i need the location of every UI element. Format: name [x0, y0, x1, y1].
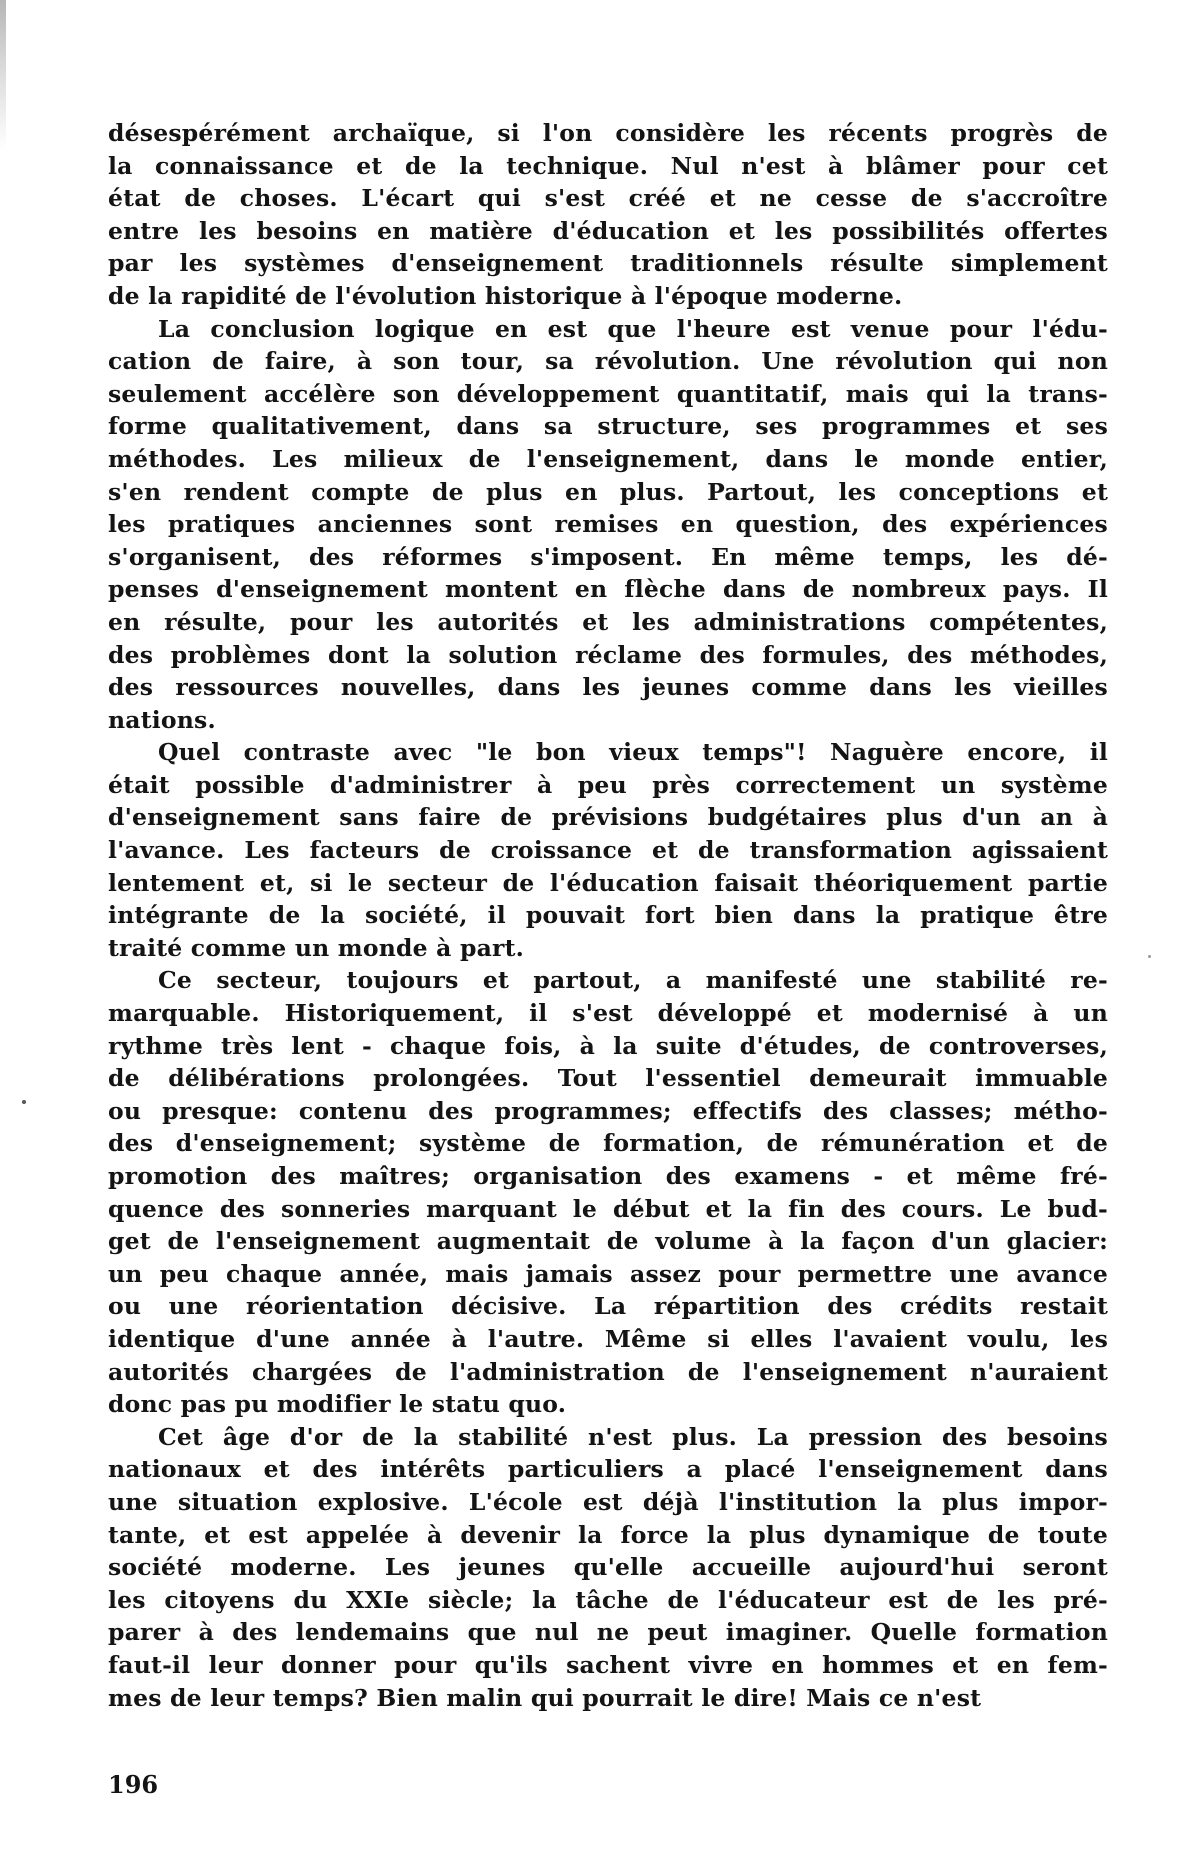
scan-speck — [22, 1100, 26, 1104]
text-line: cation de faire, à son tour, sa révolution. Une révolution qui non — [108, 347, 1108, 376]
text-line: quence des sonneries marquant le début et la fin des cours. Le bud- — [108, 1194, 1108, 1223]
text-line: la connaissance et de la technique. Nul n'est à blâmer pour cet — [108, 151, 1108, 180]
text-line: désespérément archaïque, si l'on considère les récents progrès de — [108, 119, 1108, 147]
text-line: intégrante de la société, il pouvait fort bien dans la pratique être — [108, 901, 1108, 930]
text-line: méthodes. Les milieux de l'enseignement, dans le monde entier, — [108, 444, 1108, 473]
text-line: ou presque: contenu des programmes; effectifs des classes; métho- — [108, 1096, 1108, 1125]
text-line: s'en rendent compte de plus en plus. Partout, les conceptions et — [108, 477, 1108, 506]
text-line: l'avance. Les facteurs de croissance et de transformation agissaient — [108, 836, 1108, 865]
scan-edge-mark — [0, 0, 6, 150]
text-line: lentement et, si le secteur de l'éducation faisait théoriquement partie — [108, 868, 1108, 897]
text-line: une situation explosive. L'école est déjà l'institution la plus impor- — [108, 1487, 1108, 1516]
text-line: de délibérations prolongées. Tout l'essentiel demeurait immuable — [108, 1064, 1108, 1093]
page-number: 196 — [108, 1770, 159, 1799]
text-line: tante, et est appelée à devenir la force la plus dynamique de toute — [108, 1520, 1108, 1549]
text-line: parer à des lendemains que nul ne peut imaginer. Quelle formation — [108, 1618, 1108, 1647]
text-line: par les systèmes d'enseignement traditionnels résulte simplement — [108, 249, 1108, 278]
text-line: autorités chargées de l'administration de l'enseignement n'auraient — [108, 1357, 1108, 1386]
text-line: Cet âge d'or de la stabilité n'est plus. La pression des besoins — [158, 1422, 1108, 1451]
text-line: mes de leur temps? Bien malin qui pourrait le dire! Mais ce n'est — [108, 1683, 982, 1712]
text-line: en résulte, pour les autorités et les administrations compétentes, — [108, 607, 1108, 636]
text-line: promotion des maîtres; organisation des examens - et même fré- — [108, 1162, 1108, 1190]
text-line: s'organisent, des réformes s'imposent. En même temps, les dé- — [108, 542, 1108, 571]
paragraph — [108, 1421, 1108, 1714]
paragraph — [108, 736, 1108, 964]
text-line: de la rapidité de l'évolution historique à l'époque moderne. — [108, 281, 903, 310]
paragraph — [108, 964, 1108, 1420]
text-line: traité comme un monde à part. — [108, 933, 525, 962]
text-line: des ressources nouvelles, dans les jeunes comme dans les vieilles — [108, 673, 1108, 702]
text-line: état de choses. L'écart qui s'est créé et ne cesse de s'accroître — [108, 184, 1108, 213]
text-line: forme qualitativement, dans sa structure, ses programmes et ses — [108, 412, 1108, 441]
text-line: marquable. Historiquement, il s'est développé et modernisé à un — [108, 999, 1108, 1028]
text-line: un peu chaque année, mais jamais assez pour permettre une avance — [108, 1259, 1108, 1288]
text-line: société moderne. Les jeunes qu'elle accueille aujourd'hui seront — [108, 1553, 1108, 1582]
text-line: penses d'enseignement montent en flèche dans de nombreux pays. Il — [108, 575, 1108, 604]
scan-speck — [1148, 955, 1151, 958]
text-line: des problèmes dont la solution réclame des formules, des méthodes, — [108, 640, 1108, 669]
text-line: les pratiques anciennes sont remises en question, des expériences — [108, 510, 1108, 539]
text-line: Quel contraste avec "le bon vieux temps"! Naguère encore, il — [158, 738, 1108, 767]
paragraph — [108, 313, 1108, 737]
paragraph — [108, 117, 1108, 313]
page-body-text — [108, 117, 1108, 1714]
text-line: d'enseignement sans faire de prévisions budgétaires plus d'un an à — [108, 803, 1108, 832]
text-line: get de l'enseignement augmentait de volume à la façon d'un glacier: — [108, 1227, 1108, 1256]
text-line: La conclusion logique en est que l'heure est venue pour l'édu- — [158, 314, 1108, 343]
text-line: faut-il leur donner pour qu'ils sachent vivre en hommes et en fem- — [108, 1650, 1108, 1679]
text-line: entre les besoins en matière d'éducation et les possibilités offertes — [108, 216, 1108, 245]
text-line: nations. — [108, 705, 216, 734]
text-line: ou une réorientation décisive. La répartition des crédits restait — [108, 1292, 1108, 1321]
text-line: seulement accélère son développement quantitatif, mais qui la trans- — [108, 379, 1108, 408]
text-line: donc pas pu modifier le statu quo. — [108, 1390, 567, 1419]
text-line: Ce secteur, toujours et partout, a manifesté une stabilité re- — [158, 966, 1108, 995]
text-line: des d'enseignement; système de formation, de rémunération et de — [108, 1129, 1108, 1158]
text-line: identique d'une année à l'autre. Même si elles l'avaient voulu, les — [108, 1324, 1108, 1353]
text-line: rythme très lent - chaque fois, à la suite d'études, de controverses, — [108, 1031, 1108, 1060]
text-line: les citoyens du XXIe siècle; la tâche de l'éducateur est de les pré- — [108, 1585, 1108, 1614]
text-line: était possible d'administrer à peu près correctement un système — [108, 770, 1108, 799]
text-line: nationaux et des intérêts particuliers a placé l'enseignement dans — [108, 1455, 1108, 1484]
